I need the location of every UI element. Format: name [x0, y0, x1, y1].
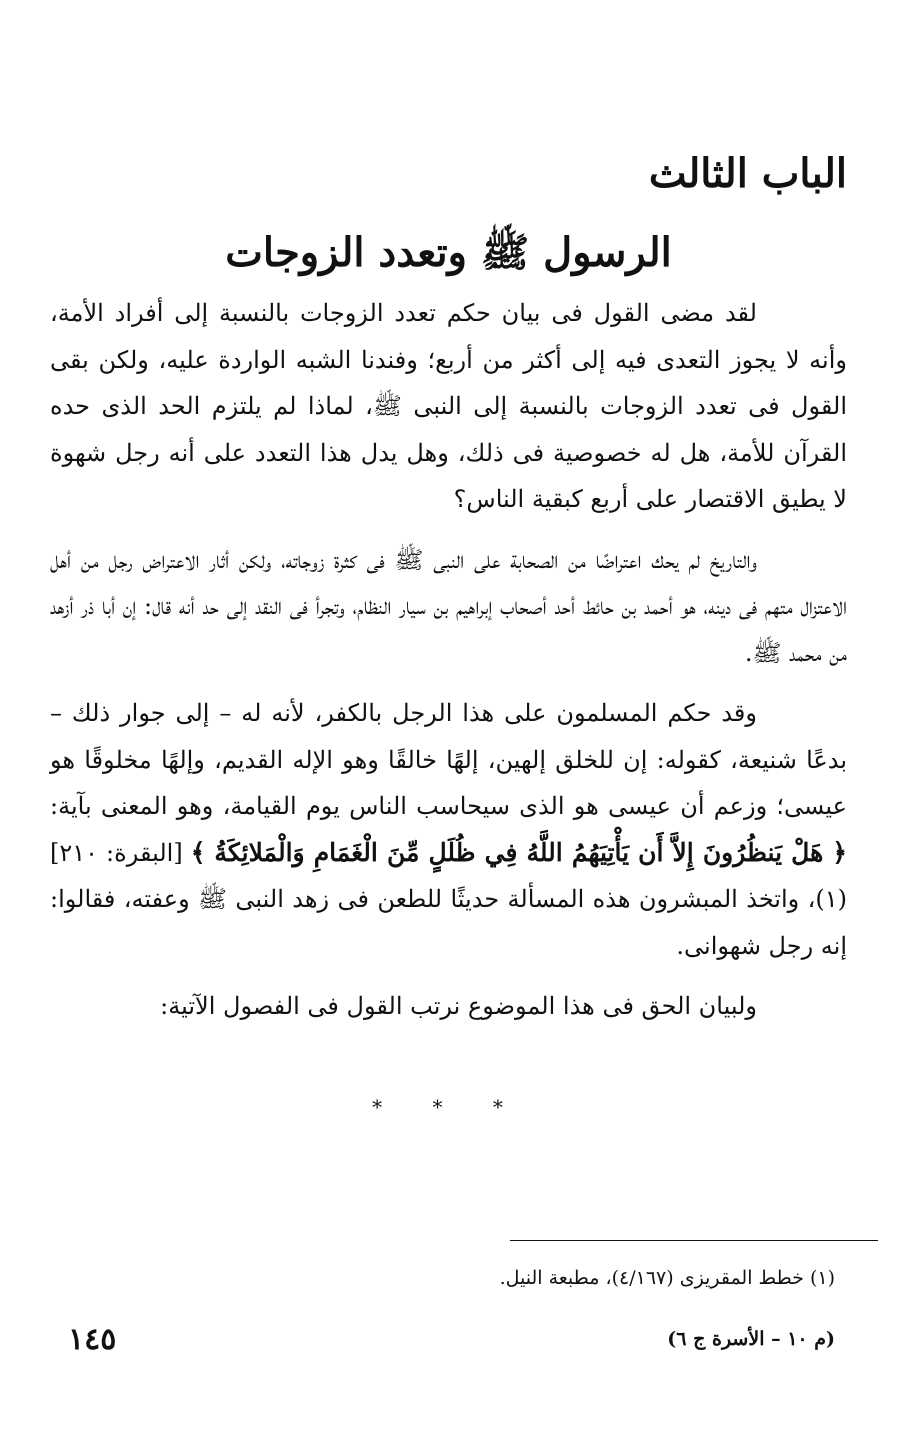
section-title: الرسول ﷺ وتعدد الزوجات [225, 229, 672, 276]
chapter-heading: الباب الثالث [648, 150, 847, 197]
paragraph-3 [50, 690, 847, 969]
paragraph-1: لقد مضى القول فى بيان حكم تعدد الزوجات بالنسبة إلى أفراد الأمة، وأنه لا يجوز التعدى فيه إلى أكثر من أربع؛ وفندنا الشبه الواردة عليه، ولكن بقى القول فى تعدد الزوجات بالنسبة إلى النبى ﷺ، لماذا لم يلتزم الحد الذى حده القرآن للأمة، هل له خصوصية فى ذلك، وهل يدل هذا التعدد على أنه رجل شهوة لا يطيق الاقتصار على أربع كبقية الناس؟ [50, 299, 848, 513]
body-text [50, 290, 847, 1044]
footnote [60, 1262, 835, 1294]
closing-paragraph: ولبيان الحق فى هذا الموضوع نرتب القول فى الفصول الآتية: [160, 992, 757, 1020]
quran-verse: ﴿ هَلْ يَنظُرُونَ إِلاَّ أَن يَأْتِيَهُمُ اللَّهُ فِي ظُلَلٍ مِّنَ الْغَمَامِ وَالْمَلائِكَةُ ﴾ [190, 837, 847, 867]
printer-signature: (م ١٠ – الأسرة ج ٦) [667, 1328, 835, 1350]
footnote-rule [510, 1240, 878, 1241]
paragraph-3-intro: وقد حكم المسلمون على هذا الرجل بالكفر، لأنه له – إلى جوار ذلك – بدعًا شنيعة، كقوله: إن للخلق إلهين، إلهًا خالقًا وهو الإله القديم، وإلهًا مخلوقًا هو عيسى؛ وزعم أن عيسى هو الذى سيحاسب الناس يوم القيامة، وهو المعنى بآية: [50, 699, 847, 820]
section-separator: * * * [372, 1095, 525, 1119]
paragraph-3-rest: [البقرة: ٢١٠](١)، واتخذ المبشرون هذه المسألة حديثًا للطعن فى زهد النبى ﷺ وعفته، فقالوا: إنه رجل شهوانى. [50, 838, 847, 960]
paragraph-2: والتاريخ لم يحك اعتراضًا من الصحابة على النبى ﷺ فى كثرة زوجاته، ولكن أثار الاعتراض رجل من أهل الاعتزال متهم فى دينه، هو أحمد بن حائط أحد أصحاب إبراهيم بن سيار النظام، وتجرأ فى النقد إلى حد أنه قال: إن أبا ذر أزهد من محمد ﷺ. [50, 545, 847, 667]
page-number: ١٤٥ [68, 1322, 117, 1357]
footnote-text: (١) خطط المقريزى (٤/١٦٧)، مطبعة النيل. [499, 1267, 835, 1289]
